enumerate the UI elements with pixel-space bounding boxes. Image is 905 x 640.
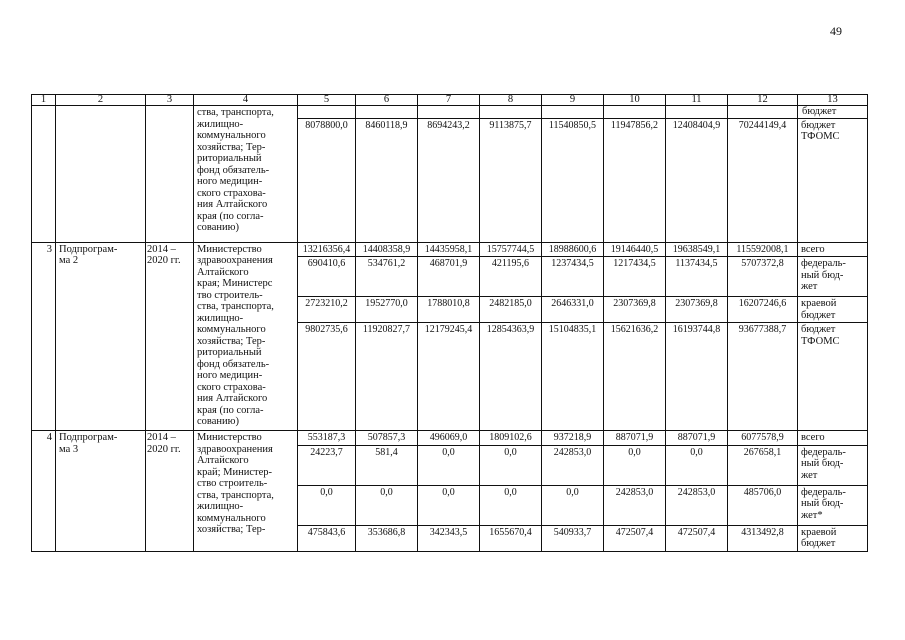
value-cell: 0,0 [356, 485, 418, 525]
value-cell: 472507,4 [604, 525, 666, 551]
program-name-line: ма 2 [59, 255, 79, 266]
column-number: 3 [146, 95, 194, 106]
value-cell: 475843,6 [298, 525, 356, 551]
value-cell: 1952770,0 [356, 297, 418, 323]
executor-line: ного медицин- [197, 370, 263, 381]
value-cell: 16193744,8 [666, 323, 728, 431]
executor-line: хозяйства; Тер- [197, 141, 266, 153]
value-cell: 70244149,4 [728, 118, 798, 242]
executor-line: Министерство [197, 432, 262, 443]
executor-line: риториальный [197, 153, 262, 164]
source-line: федераль- [801, 258, 846, 269]
source-cell [798, 323, 868, 431]
source-line: ТФОМС [801, 131, 840, 142]
column-number: 2 [56, 95, 146, 106]
value-cell [604, 106, 666, 119]
source-line: бюджет [801, 309, 836, 321]
source-line: бюджет [801, 324, 836, 335]
value-cell: 115592008,1 [728, 242, 798, 257]
column-number: 9 [542, 95, 604, 106]
period-line: 2020 гг. [147, 443, 181, 455]
value-cell: 421195,6 [480, 257, 542, 297]
value-cell: 242853,0 [542, 445, 604, 485]
value-cell: 353686,8 [356, 525, 418, 551]
executor-line: жилищно- [197, 312, 244, 324]
executor-line: ского страхова- [197, 187, 266, 199]
table-row [32, 242, 868, 257]
value-cell: 14435958,1 [418, 242, 480, 257]
source-cell [798, 431, 868, 446]
executor-line: фонд обязатель- [197, 164, 270, 176]
executor-line: края (по согла- [197, 404, 264, 416]
value-cell [298, 106, 356, 119]
executor-line: ского страхова- [197, 381, 266, 393]
value-cell: 887071,9 [666, 431, 728, 446]
value-cell: 19638549,1 [666, 242, 728, 257]
value-cell: 485706,0 [728, 485, 798, 525]
value-cell: 0,0 [542, 485, 604, 525]
value-cell: 534761,2 [356, 257, 418, 297]
source-cell [798, 242, 868, 257]
source-line: ный бюд- [801, 458, 844, 469]
source-line: федераль- [801, 446, 846, 458]
executor-line: ства, транспорта, [197, 107, 274, 118]
executor-line: сованию) [197, 416, 239, 427]
row-number-cell: 4 [32, 431, 56, 552]
program-name-line: ма 3 [59, 443, 79, 455]
value-cell [542, 106, 604, 119]
source-cell [798, 445, 868, 485]
source-line: ТФОМС [801, 335, 840, 347]
table-body [32, 95, 868, 552]
value-cell: 1788010,8 [418, 297, 480, 323]
executor-line: здравоохранения [197, 443, 273, 455]
source-cell [798, 257, 868, 297]
value-cell [356, 106, 418, 119]
value-cell [418, 106, 480, 119]
executor-line: Министерство [197, 243, 262, 255]
executor-line: край; Министер- [197, 466, 273, 478]
source-line: жет [801, 469, 818, 481]
value-cell: 0,0 [480, 485, 542, 525]
value-cell: 507857,3 [356, 431, 418, 446]
executor-line: ния Алтайского [197, 199, 268, 210]
value-cell: 2646331,0 [542, 297, 604, 323]
value-cell: 0,0 [418, 445, 480, 485]
source-cell [798, 118, 868, 242]
column-number: 12 [728, 95, 798, 106]
program-name-line: Подпрограм- [59, 432, 118, 443]
program-name-line: Подпрограм- [59, 243, 118, 255]
value-cell: 553187,3 [298, 431, 356, 446]
value-cell: 1217434,5 [604, 257, 666, 297]
executor-line: фонд обязатель- [197, 358, 270, 370]
source-line: жет [801, 281, 818, 292]
value-cell: 242853,0 [604, 485, 666, 525]
row-number-cell [32, 106, 56, 243]
executor-line: коммунального [197, 324, 266, 335]
value-cell: 342343,5 [418, 525, 480, 551]
value-cell: 12179245,4 [418, 323, 480, 431]
source-line: федераль- [801, 486, 846, 498]
source-line: жет* [801, 509, 823, 521]
program-name-cell [56, 106, 146, 243]
value-cell: 15104835,1 [542, 323, 604, 431]
executor-cell [194, 431, 298, 552]
value-cell: 1137434,5 [666, 257, 728, 297]
value-cell: 0,0 [666, 445, 728, 485]
budget-table [31, 94, 868, 552]
source-line: всего [801, 432, 825, 443]
executor-line: края (по согла- [197, 210, 264, 222]
value-cell: 15621636,2 [604, 323, 666, 431]
value-cell: 0,0 [298, 485, 356, 525]
value-cell: 93677388,7 [728, 323, 798, 431]
executor-line: жилищно- [197, 501, 244, 512]
source-cell [798, 485, 868, 525]
executor-line: Алтайского [197, 455, 249, 466]
value-cell: 0,0 [480, 445, 542, 485]
value-cell: 11540850,5 [542, 118, 604, 242]
value-cell: 18988600,6 [542, 242, 604, 257]
value-cell: 5707372,8 [728, 257, 798, 297]
source-line: краевой [801, 298, 837, 309]
value-cell: 0,0 [604, 445, 666, 485]
executor-line: коммунального [197, 130, 266, 141]
column-number: 6 [356, 95, 418, 106]
column-number: 8 [480, 95, 542, 106]
value-cell: 540933,7 [542, 525, 604, 551]
value-cell: 472507,4 [666, 525, 728, 551]
executor-line: ства, транспорта, [197, 301, 274, 312]
executor-line: тво строитель- [197, 289, 263, 301]
source-line: ный бюд- [801, 498, 844, 509]
column-number: 5 [298, 95, 356, 106]
value-cell: 24223,7 [298, 445, 356, 485]
executor-line: ства, транспорта, [197, 489, 274, 501]
column-number: 4 [194, 95, 298, 106]
value-cell: 937218,9 [542, 431, 604, 446]
value-cell: 1809102,6 [480, 431, 542, 446]
source-line: всего [801, 243, 825, 255]
source-cell [798, 297, 868, 323]
executor-line: жилищно- [197, 118, 244, 130]
period-cell [146, 431, 194, 552]
source-cell: бюджет [798, 106, 868, 119]
value-cell: 14408358,9 [356, 242, 418, 257]
value-cell: 8460118,9 [356, 118, 418, 242]
table-row [32, 106, 868, 119]
value-cell: 267658,1 [728, 445, 798, 485]
value-cell: 1655670,4 [480, 525, 542, 551]
value-cell [666, 106, 728, 119]
value-cell: 12408404,9 [666, 118, 728, 242]
value-cell: 8694243,2 [418, 118, 480, 242]
program-name-cell [56, 242, 146, 431]
table-row [32, 431, 868, 446]
period-line: 2014 – [147, 432, 176, 443]
column-number: 7 [418, 95, 480, 106]
value-cell: 11920827,7 [356, 323, 418, 431]
value-cell: 468701,9 [418, 257, 480, 297]
value-cell: 15757744,5 [480, 242, 542, 257]
executor-line: ного медицин- [197, 176, 263, 187]
period-line: 2014 – [147, 243, 176, 255]
executor-line: коммунального [197, 512, 266, 524]
value-cell: 8078800,0 [298, 118, 356, 242]
value-cell: 9113875,7 [480, 118, 542, 242]
value-cell: 13216356,4 [298, 242, 356, 257]
executor-line: здравоохранения [197, 255, 273, 266]
header-row [32, 95, 868, 106]
value-cell: 4313492,8 [728, 525, 798, 551]
value-cell: 6077578,9 [728, 431, 798, 446]
value-cell [480, 106, 542, 119]
period-cell [146, 106, 194, 243]
source-line: бюджет [801, 119, 836, 131]
column-number: 10 [604, 95, 666, 106]
column-number: 11 [666, 95, 728, 106]
value-cell: 496069,0 [418, 431, 480, 446]
executor-line: Алтайского [197, 266, 249, 278]
value-cell: 12854363,9 [480, 323, 542, 431]
value-cell: 2482185,0 [480, 297, 542, 323]
value-cell: 242853,0 [666, 485, 728, 525]
executor-line: риториальный [197, 347, 262, 358]
source-cell [798, 525, 868, 551]
value-cell: 0,0 [418, 485, 480, 525]
source-line: бюджет [801, 538, 836, 549]
page-number: 49 [830, 24, 842, 38]
value-cell: 9802735,6 [298, 323, 356, 431]
executor-cell [194, 242, 298, 431]
column-number: 1 [32, 95, 56, 106]
value-cell: 1237434,5 [542, 257, 604, 297]
value-cell: 19146440,5 [604, 242, 666, 257]
executor-line: ния Алтайского [197, 393, 268, 404]
executor-line: сованию) [197, 222, 239, 233]
column-number: 13 [798, 95, 868, 106]
period-cell [146, 242, 194, 431]
value-cell: 2307369,8 [666, 297, 728, 323]
source-line: ный бюд- [801, 269, 844, 281]
value-cell: 16207246,6 [728, 297, 798, 323]
value-cell: 11947856,2 [604, 118, 666, 242]
period-line: 2020 гг. [147, 255, 181, 266]
value-cell: 581,4 [356, 445, 418, 485]
executor-line: ство строитель- [197, 478, 268, 489]
value-cell: 887071,9 [604, 431, 666, 446]
executor-line: хозяйства; Тер- [197, 524, 266, 535]
program-name-cell [56, 431, 146, 552]
value-cell [728, 106, 798, 119]
executor-line: края; Министерс [197, 278, 273, 289]
executor-cell [194, 106, 298, 243]
value-cell: 2307369,8 [604, 297, 666, 323]
source-line: краевой [801, 526, 837, 538]
value-cell: 2723210,2 [298, 297, 356, 323]
value-cell: 690410,6 [298, 257, 356, 297]
row-number-cell: 3 [32, 242, 56, 431]
executor-line: хозяйства; Тер- [197, 335, 266, 347]
